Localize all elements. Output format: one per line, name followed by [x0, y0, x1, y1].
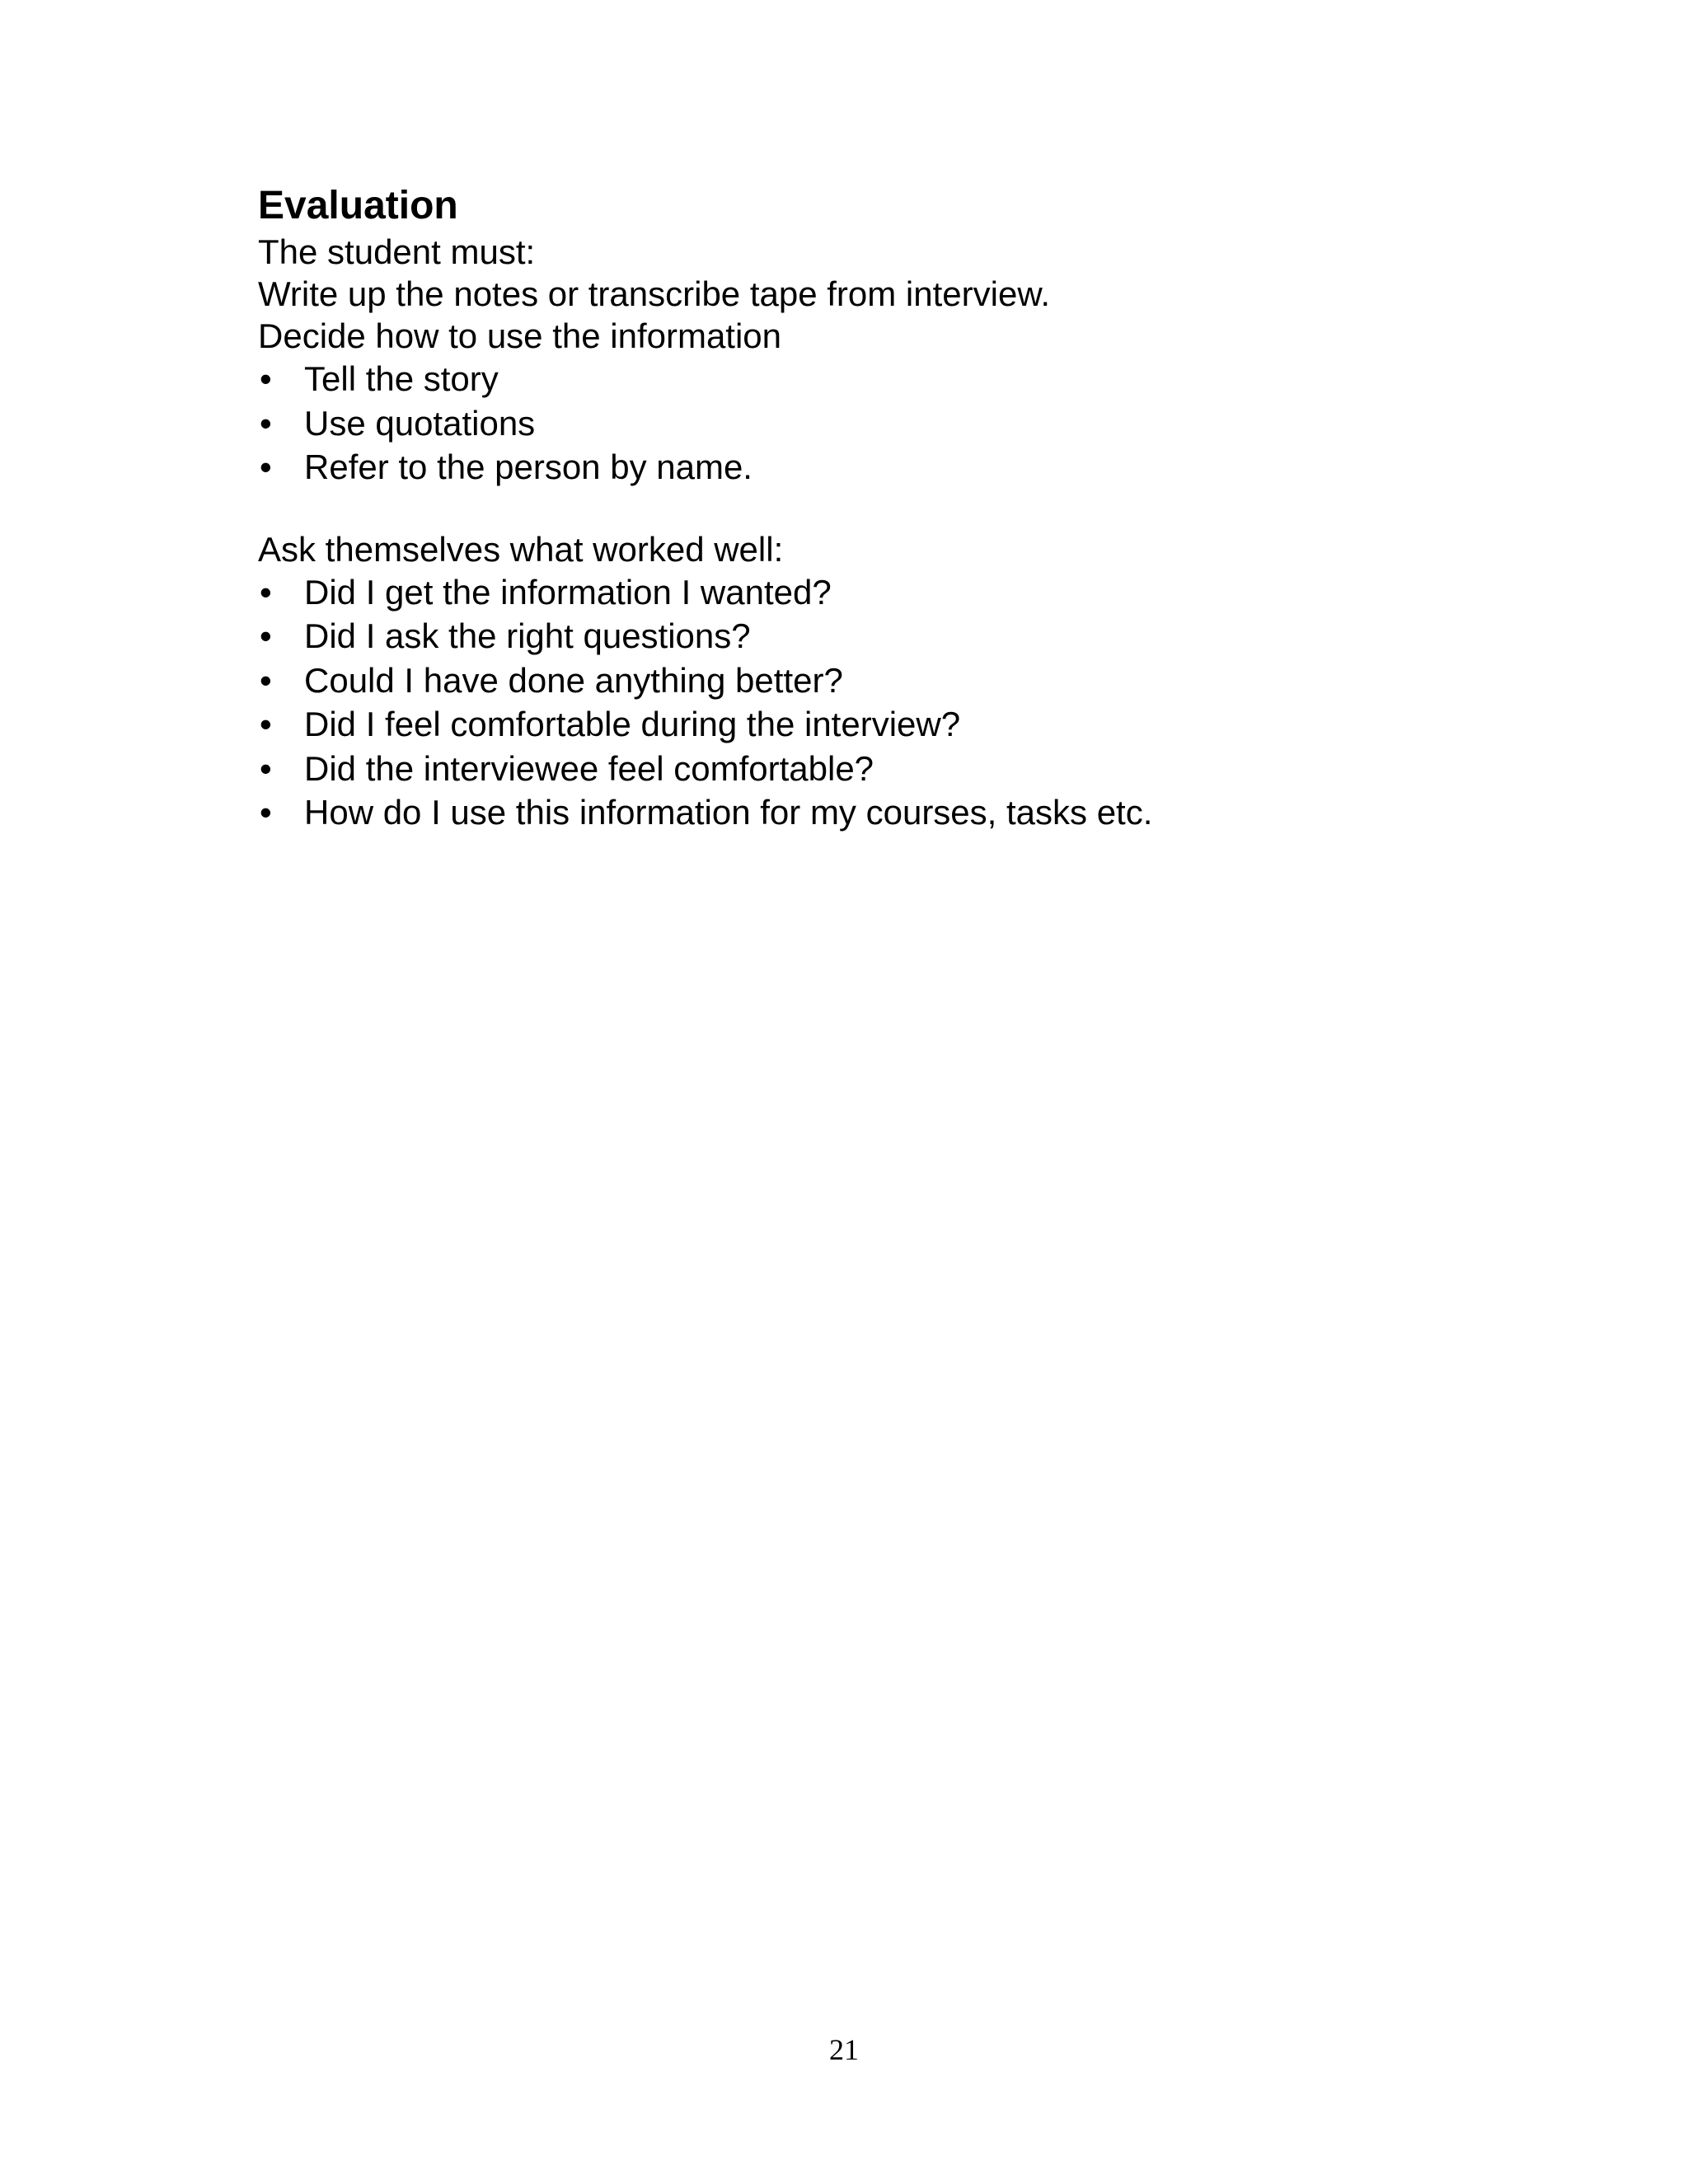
- bullet-icon: •: [260, 793, 272, 832]
- intro-line: The student must:: [258, 232, 536, 271]
- list-item-text: Could I have done anything better?: [304, 660, 843, 700]
- reflection-intro: Ask themselves what worked well:: [258, 529, 784, 569]
- paragraph-gap: [258, 490, 1494, 528]
- bullet-icon: •: [260, 748, 272, 788]
- list-item: [258, 445, 1494, 490]
- list-item: [258, 658, 1494, 703]
- intro-line: Write up the notes or transcribe tape from interview.: [258, 274, 1050, 313]
- list-item-text: Did I feel comfortable during the interview?: [304, 705, 961, 743]
- page-number: 21: [829, 2033, 859, 2066]
- bullet-icon: •: [260, 616, 272, 655]
- reflection-questions-list: [258, 570, 1494, 835]
- bullet-icon: •: [260, 660, 272, 700]
- page-body: [258, 181, 1494, 835]
- bullet-icon: •: [260, 403, 272, 443]
- bullet-icon: •: [260, 705, 272, 743]
- list-item: [258, 790, 1494, 835]
- list-item: [258, 401, 1494, 446]
- list-item: [258, 570, 1494, 615]
- list-item-text: Tell the story: [304, 359, 499, 398]
- list-item: [258, 357, 1494, 401]
- section-heading: Evaluation: [258, 184, 458, 227]
- list-item: [258, 614, 1494, 658]
- use-information-list: [258, 357, 1494, 490]
- list-item-text: Use quotations: [304, 403, 536, 443]
- bullet-icon: •: [260, 572, 272, 612]
- list-item: [258, 747, 1494, 791]
- bullet-icon: •: [260, 359, 272, 398]
- intro-line: Decide how to use the information: [258, 316, 782, 355]
- list-item-text: Did the interviewee feel comfortable?: [304, 748, 874, 788]
- list-item-text: Did I get the information I wanted?: [304, 572, 832, 612]
- list-item-text: Did I ask the right questions?: [304, 616, 751, 655]
- list-item-text: Refer to the person by name.: [304, 448, 753, 486]
- bullet-icon: •: [260, 448, 272, 486]
- list-item-text: How do I use this information for my courses, tasks etc.: [304, 793, 1153, 832]
- list-item: [258, 702, 1494, 747]
